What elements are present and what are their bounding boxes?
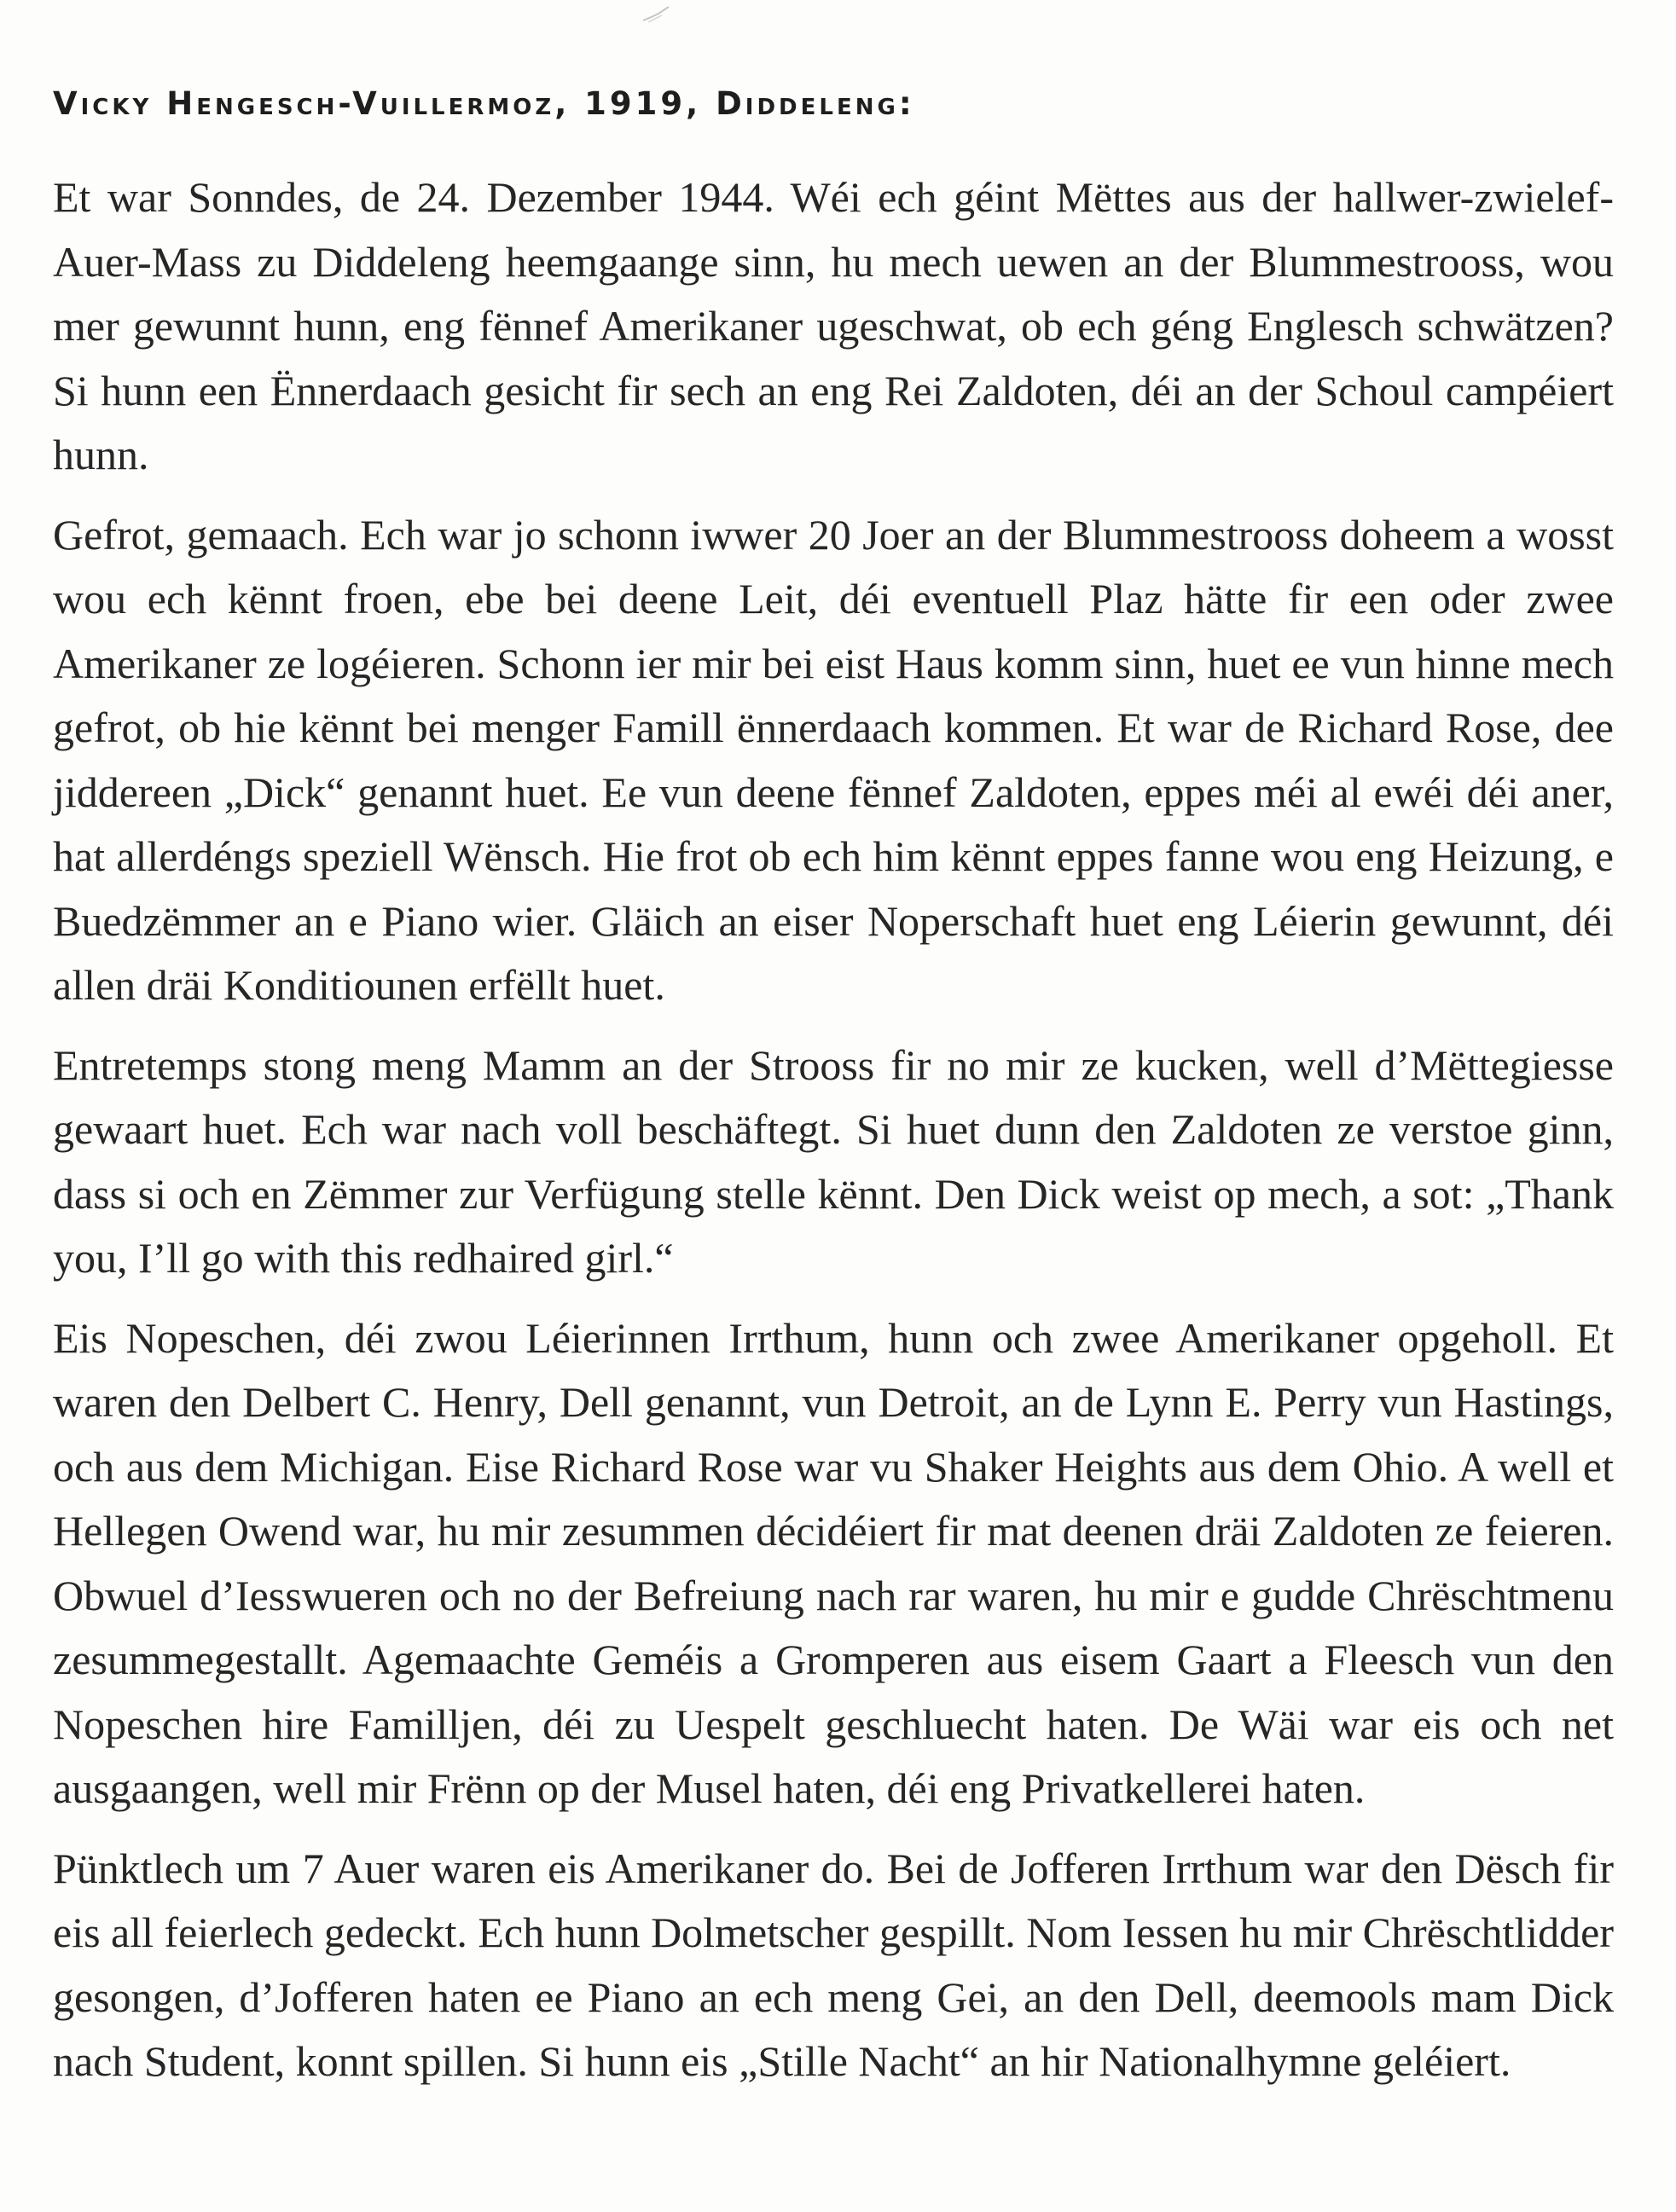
testimony-heading: Vicky Hengesch-Vuillermoz, 1919, Diddeleng: <box>53 85 915 122</box>
scan-smudge-mark <box>641 5 670 24</box>
paragraph-1: Et war Sonndes, de 24. Dezember 1944. Wéi ech géint Mëttes aus der hallwer-zwielef-Auer-Mass zu Diddeleng heemgaange sinn, hu mech uewen an der Blummestrooss, wou mer gewunnt hunn, eng fënnef Amerikaner ugeschwat, ob ech géng Englesch schwätzen? Si hunn een Ënnerdaach gesicht fir sech an eng Rei Zaldoten, déi an der Schoul campéiert hunn. <box>53 173 1614 478</box>
testimony-body <box>53 165 1614 2110</box>
paragraph-2: Gefrot, gemaach. Ech war jo schonn iwwer 20 Joer an der Blummestrooss doheem a wosst wou ech kënnt froen, ebe bei deene Leit, déi eventuell Plaz hätte fir een oder zwee Amerikaner ze logéieren. Schonn ier mir bei eist Haus komm sinn, huet ee vun hinne mech gefrot, ob hie kënnt bei menger Famill ënnerdaach kommen. Et war de Richard Rose, dee jiddereen „Dick“ genannt huet. Ee vun deene fënnef Zaldoten, eppes méi al ewéi déi aner, hat allerdéngs speziell Wënsch. Hie frot ob ech him kënnt eppes fanne wou eng Heizung, e Buedzëmmer an e Piano wier. Gläich an eiser Noperschaft huet eng Léierin gewunnt, déi allen dräi Konditiounen erfëllt huet. <box>53 510 1614 1009</box>
paragraph-3: Entretemps stong meng Mamm an der Strooss fir no mir ze kucken, well d’Mëttegiesse gewaart huet. Ech war nach voll beschäftegt. Si huet dunn den Zaldoten ze verstoe ginn, dass si och en Zëmmer zur Verfügung stelle kënnt. Den Dick weist op mech, a sot: „Thank you, I’ll go with this redhaired girl.“ <box>53 1040 1614 1282</box>
paragraph-5: Pünktlech um 7 Auer waren eis Amerikaner do. Bei de Jofferen Irrthum war den Dësch fir eis all feierlech gedeckt. Ech hunn Dolmetscher gespillt. Nom Iessen hu mir Chrëschtlidder gesongen, d’Jofferen haten ee Piano an ech meng Gei, an den Dell, deemools mam Dick nach Student, konnt spillen. Si hunn eis „Stille Nacht“ an hir Nationalhymne geléiert. <box>53 1844 1615 2085</box>
paragraph-4: Eis Nopeschen, déi zwou Léierinnen Irrthum, hunn och zwee Amerikaner opgeholl. Et waren den Delbert C. Henry, Dell genannt, vun Detroit, an de Lynn E. Perry vun Hastings, och aus dem Michigan. Eise Richard Rose war vu Shaker Heights aus dem Ohio. A well et Hellegen Owend war, hu mir zesummen décidéiert fir mat deenen dräi Zaldoten ze feieren. Obwuel d’Iesswueren och no der Befreiung nach rar waren, hu mir e gudde Chrëschtmenu zesummegestallt. Agemaachte Geméis a Gromperen aus eisem Gaart a Fleesch vun den Nopeschen hire Familljen, déi zu Uespelt geschluecht haten. De Wäi war eis och net ausgaangen, well mir Frënn op der Musel haten, déi eng Privatkellerei haten. <box>53 1313 1614 1812</box>
